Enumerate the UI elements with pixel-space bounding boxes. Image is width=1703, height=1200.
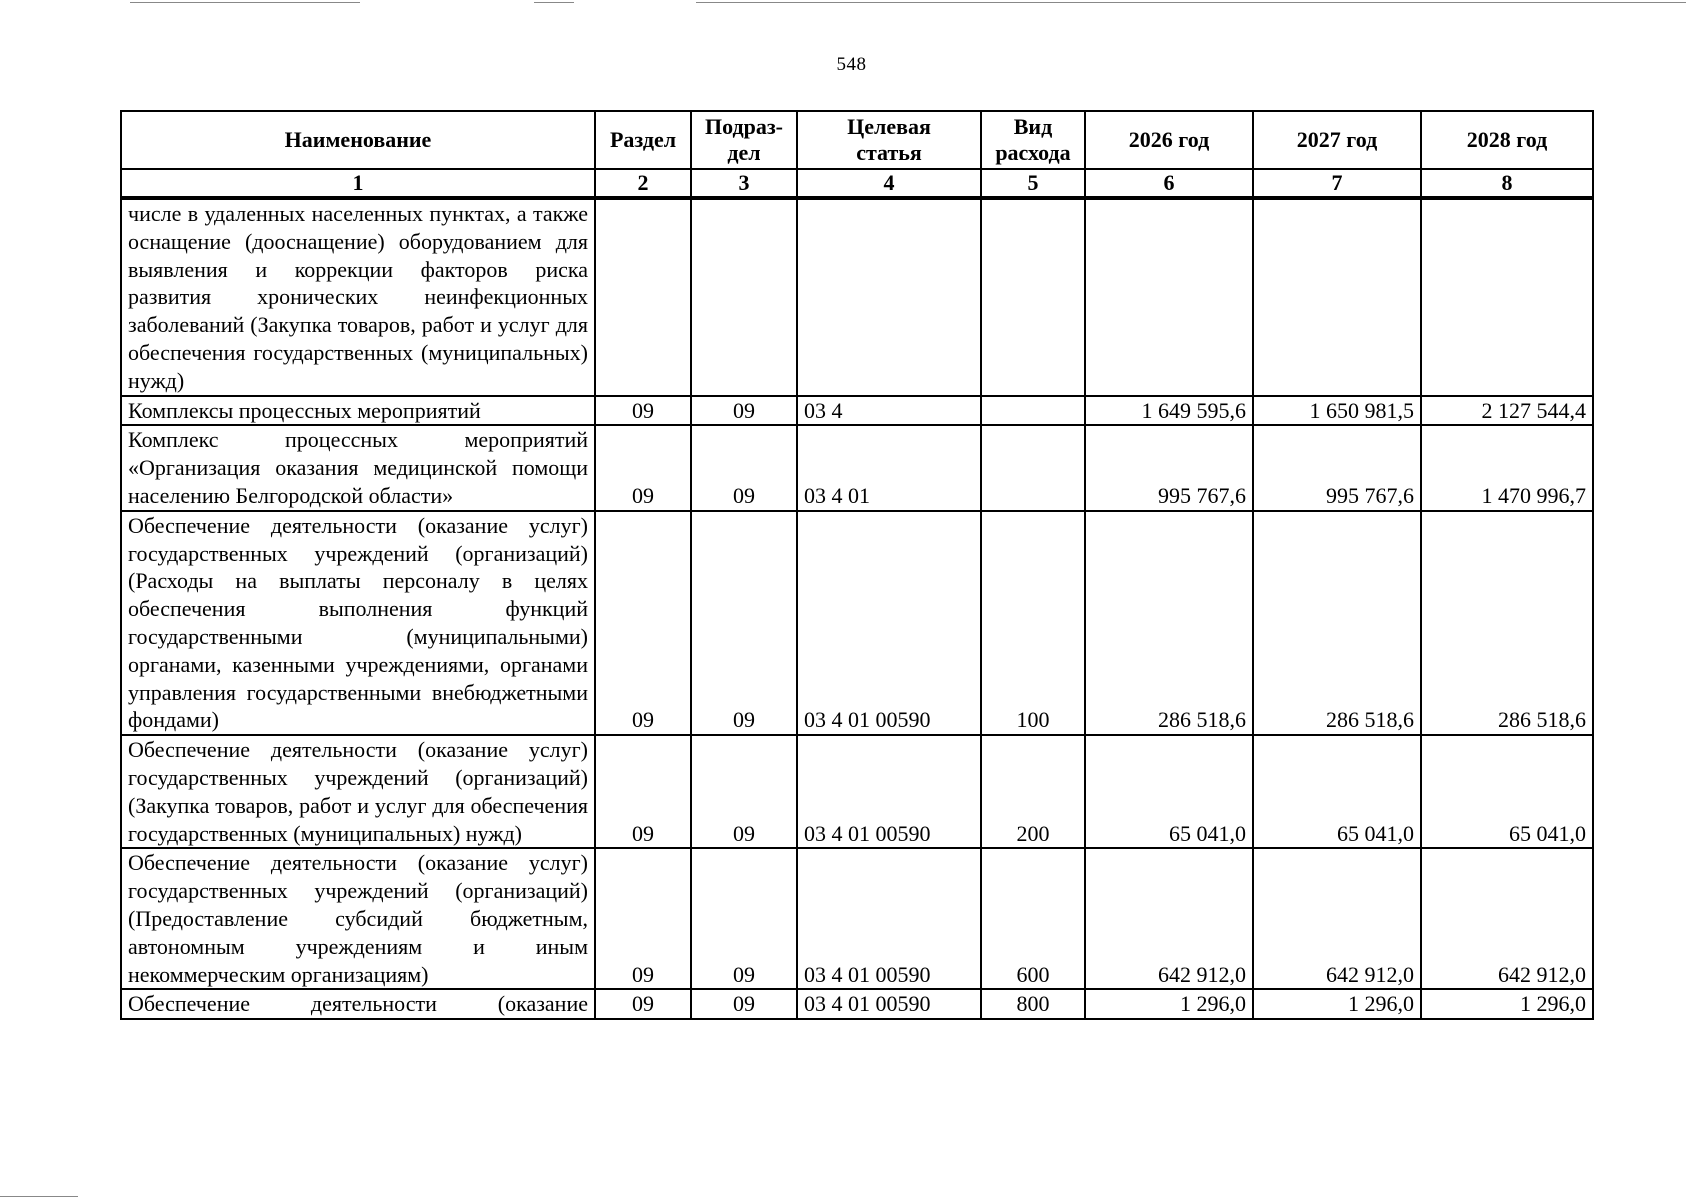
row-value-2027: 286 518,6	[1253, 511, 1421, 735]
row-value-2027: 1 650 981,5	[1253, 396, 1421, 426]
row-razdel: 09	[595, 989, 691, 1019]
row-value-2028: 65 041,0	[1421, 735, 1593, 848]
column-number: 3	[691, 169, 797, 198]
row-name: Обеспечение деятельности (оказание	[121, 989, 595, 1019]
row-celevaya-statya: 03 4 01	[797, 425, 981, 510]
table-row	[121, 735, 1593, 848]
row-vid-rashoda: 200	[981, 735, 1085, 848]
table-row	[121, 396, 1593, 426]
scan-artifact-bottom-left	[0, 1196, 78, 1197]
row-value-2028: 1 296,0	[1421, 989, 1593, 1019]
row-podrazdel: 09	[691, 848, 797, 989]
row-value-2026: 1 296,0	[1085, 989, 1253, 1019]
scan-artifact-top-mid	[534, 2, 574, 3]
row-name: Обеспечение деятельности (оказание услуг) государственных учреждений (организаций) (Расходы на выплаты персоналу в целях обеспечения выполнения функций государственными (муниципальными) органами, казенными учреждениями, органами управления государственными внебюджетными фондами)	[121, 511, 595, 735]
header-celevaya-statya	[797, 111, 981, 169]
row-razdel: 09	[595, 848, 691, 989]
header-celevaya-line1: Целевая	[847, 114, 931, 139]
row-value-2027: 1 296,0	[1253, 989, 1421, 1019]
row-podrazdel: 09	[691, 511, 797, 735]
row-name: Комплексы процессных мероприятий	[121, 396, 595, 426]
row-value-2028: 2 127 544,4	[1421, 396, 1593, 426]
row-razdel: 09	[595, 511, 691, 735]
page-number: 548	[836, 54, 867, 75]
header-vid-line2: расхода	[995, 140, 1071, 165]
row-vid-rashoda: 600	[981, 848, 1085, 989]
row-value-2026: 642 912,0	[1085, 848, 1253, 989]
header-razdel: Раздел	[595, 111, 691, 169]
table-row	[121, 511, 1593, 735]
header-naimenovanie: Наименование	[121, 111, 595, 169]
table-row	[121, 848, 1593, 989]
table-row	[121, 425, 1593, 510]
row-value-2027: 995 767,6	[1253, 425, 1421, 510]
row-celevaya-statya: 03 4 01 00590	[797, 989, 981, 1019]
header-2027: 2027 год	[1253, 111, 1421, 169]
row-celevaya-statya: 03 4	[797, 396, 981, 426]
row-value-2027: 642 912,0	[1253, 848, 1421, 989]
row-value-2028: 642 912,0	[1421, 848, 1593, 989]
header-podrazdel-line1: Подраз-	[704, 114, 783, 139]
row-value-2026: 286 518,6	[1085, 511, 1253, 735]
row-vid-rashoda	[981, 396, 1085, 426]
row-value-2028: 1 470 996,7	[1421, 425, 1593, 510]
column-number: 4	[797, 169, 981, 198]
row-podrazdel: 09	[691, 396, 797, 426]
budget-table	[120, 110, 1594, 1020]
row-podrazdel: 09	[691, 425, 797, 510]
row-value-2028	[1421, 198, 1593, 396]
row-podrazdel: 09	[691, 989, 797, 1019]
table-row	[121, 989, 1593, 1019]
scan-artifact-top-left	[130, 2, 360, 3]
row-celevaya-statya: 03 4 01 00590	[797, 848, 981, 989]
header-vid-line1: Вид	[1013, 114, 1053, 139]
column-number: 2	[595, 169, 691, 198]
row-vid-rashoda	[981, 425, 1085, 510]
row-podrazdel: 09	[691, 735, 797, 848]
table-header	[121, 111, 1593, 198]
table-row	[121, 198, 1593, 396]
row-name: числе в удаленных населенных пунктах, а также оснащение (дооснащение) оборудованием для выявления и коррекции факторов риска развития хронических неинфекционных заболеваний (Закупка товаров, работ и услуг для обеспечения государственных (муниципальных) нужд)	[121, 198, 595, 396]
row-value-2028: 286 518,6	[1421, 511, 1593, 735]
column-number: 8	[1421, 169, 1593, 198]
table-body	[121, 198, 1593, 1019]
row-razdel	[595, 198, 691, 396]
row-name: Обеспечение деятельности (оказание услуг) государственных учреждений (организаций) (Закупка товаров, работ и услуг для обеспечения государственных (муниципальных) нужд)	[121, 735, 595, 848]
row-value-2027: 65 041,0	[1253, 735, 1421, 848]
column-number: 6	[1085, 169, 1253, 198]
row-celevaya-statya: 03 4 01 00590	[797, 735, 981, 848]
header-2028: 2028 год	[1421, 111, 1593, 169]
header-podrazdel	[691, 111, 797, 169]
row-name: Обеспечение деятельности (оказание услуг) государственных учреждений (организаций) (Предоставление субсидий бюджетным, автономным учреждениям и иным некоммерческим организациям)	[121, 848, 595, 989]
row-vid-rashoda	[981, 198, 1085, 396]
row-value-2026	[1085, 198, 1253, 396]
row-podrazdel	[691, 198, 797, 396]
row-name: Комплекс процессных мероприятий «Организация оказания медицинской помощи населению Белгородской области»	[121, 425, 595, 510]
row-razdel: 09	[595, 396, 691, 426]
header-2026: 2026 год	[1085, 111, 1253, 169]
header-celevaya-line2: статья	[856, 140, 922, 165]
row-celevaya-statya: 03 4 01 00590	[797, 511, 981, 735]
column-number: 7	[1253, 169, 1421, 198]
row-value-2026: 65 041,0	[1085, 735, 1253, 848]
scan-artifact-top-right	[696, 2, 1686, 3]
row-celevaya-statya	[797, 198, 981, 396]
column-numbers-row	[121, 169, 1593, 198]
row-value-2026: 1 649 595,6	[1085, 396, 1253, 426]
row-razdel: 09	[595, 425, 691, 510]
header-row	[121, 111, 1593, 169]
row-vid-rashoda: 800	[981, 989, 1085, 1019]
column-number: 1	[121, 169, 595, 198]
row-vid-rashoda: 100	[981, 511, 1085, 735]
row-value-2026: 995 767,6	[1085, 425, 1253, 510]
header-vid-rashoda	[981, 111, 1085, 169]
header-podrazdel-line2: дел	[727, 140, 761, 165]
column-number: 5	[981, 169, 1085, 198]
row-razdel: 09	[595, 735, 691, 848]
row-value-2027	[1253, 198, 1421, 396]
